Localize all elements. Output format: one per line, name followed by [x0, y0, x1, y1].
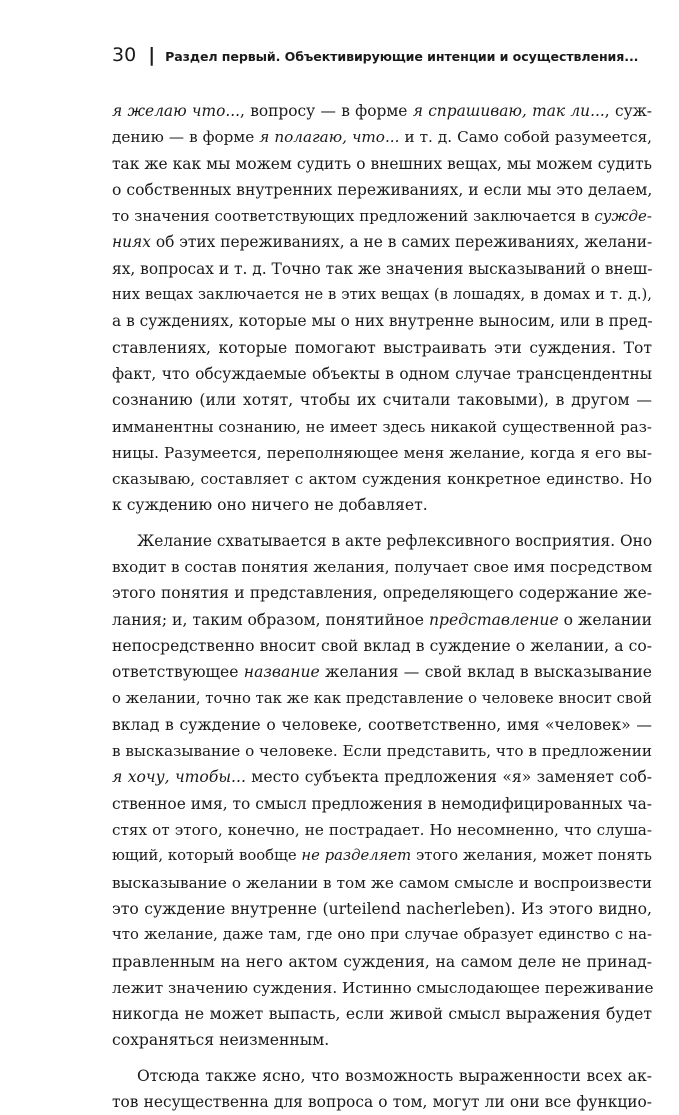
text-line — [112, 949, 652, 975]
text-run: сохраняться неизменным. — [112, 1031, 330, 1050]
text-line — [112, 335, 652, 361]
text-run: тов несущественна для вопроса о том, могут ли они все функцио- — [112, 1092, 652, 1111]
italic-run: я хочу, чтобы... — [112, 768, 246, 787]
text-run: Отсюда также ясно, что возможность выраженности всех ак- — [137, 1066, 652, 1085]
text-line — [112, 791, 652, 817]
text-run: ответствующее — [112, 663, 244, 682]
paragraph — [112, 98, 652, 519]
italic-run: сужде- — [594, 207, 652, 226]
text-line — [112, 440, 652, 466]
text-line — [112, 151, 652, 177]
text-line — [112, 633, 652, 659]
text-line — [112, 764, 652, 790]
running-title: Раздел первый. Объективирующие интенции и осуществления... — [165, 49, 639, 64]
text-line — [112, 896, 652, 922]
italic-run: представление — [428, 610, 559, 629]
body-text — [112, 98, 652, 1115]
header-separator: | — [148, 44, 156, 66]
text-run: желания — свой вклад в высказывание — [319, 663, 652, 682]
page-header — [112, 44, 649, 66]
text-line — [112, 975, 652, 1001]
text-line — [112, 1027, 652, 1053]
text-line — [112, 361, 652, 387]
text-run: ставлениях, которые помогают выстраивать эти суждения. Тот — [112, 338, 652, 357]
text-run: а в суждениях, которые мы о них внутренне выносим, или в пред- — [112, 312, 653, 331]
italic-run: название — [243, 663, 320, 682]
text-run: ющий, который вообще — [112, 847, 302, 865]
text-run: о желании, точно так же как представление о человеке вносит свой — [112, 689, 652, 707]
text-run: к суждению оно ничего не добавляет. — [112, 496, 428, 515]
text-run: имманентны сознанию, не имеет здесь никакой существенной раз- — [112, 417, 652, 436]
text-run: этого понятия и представления, определяющего содержание же- — [112, 584, 652, 603]
text-run: высказывание о желании в том же самом смысле и воспроизвести — [112, 873, 652, 892]
text-line — [112, 177, 652, 203]
text-line — [112, 870, 652, 896]
text-line — [112, 282, 652, 308]
italic-run: не разделяет — [301, 847, 412, 865]
text-line — [112, 492, 652, 518]
italic-run: я желаю что... — [112, 102, 241, 120]
text-run: факт, что обсуждаемые объекты в одном случае трансцендентны — [112, 364, 652, 383]
paragraph-gap — [112, 519, 652, 528]
text-run: , вопросу — в форме — [240, 102, 413, 120]
text-line — [112, 843, 652, 869]
text-run: Желание схватывается в акте рефлексивного восприятия. Оно — [137, 531, 653, 550]
text-run: правленным на него актом суждения, на самом деле не принад- — [112, 952, 652, 971]
text-line — [112, 659, 652, 685]
text-run: ях, вопросах и т. д. Точно так же значения высказываний о внеш- — [112, 259, 653, 278]
text-line — [112, 580, 652, 606]
paragraph — [112, 528, 652, 1054]
text-run: лежит значению суждения. Истинно смыслодающее переживание — [112, 978, 654, 997]
text-run: сказываю, составляет с актом суждения конкретное единство. Но — [112, 470, 652, 489]
text-run: что желание, даже там, где оно при случае образует единство с на- — [112, 926, 652, 944]
text-line — [112, 256, 652, 282]
text-run: так же как мы можем судить о внешних вещах, мы можем судить — [112, 154, 652, 173]
text-run: дению — в форме — [112, 128, 260, 147]
text-run: о желании — [558, 610, 652, 629]
text-line — [112, 414, 652, 440]
text-run: ственное имя, то смысл предложения в немодифицированных ча- — [112, 794, 652, 813]
text-run: них вещах заключается не в этих вещах (в лошадях, в домах и т. д.), — [112, 286, 652, 304]
text-line — [112, 686, 652, 712]
page-number: 30 — [112, 44, 137, 66]
italic-run: я спрашиваю, так ли... — [412, 102, 605, 120]
text-run: , суж- — [604, 102, 652, 120]
text-run: место субъекта предложения «я» заменяет соб- — [245, 768, 652, 787]
text-run: об этих переживаниях, а не в самих переживаниях, желани- — [150, 233, 653, 252]
text-line — [112, 1089, 652, 1115]
text-line — [112, 528, 652, 554]
text-run: сознанию (или хотят, чтобы их считали таковыми), в другом — — [112, 391, 652, 410]
text-run: входит в состав понятия желания, получает свое имя посредством — [112, 558, 653, 577]
text-line — [112, 607, 652, 633]
text-run: стях от этого, конечно, не пострадает. Но несомненно, что слуша- — [112, 821, 652, 840]
text-run: вклад в суждение о человеке, соответственно, имя «человек» — — [112, 715, 652, 734]
text-run: этого желания, может понять — [411, 847, 652, 865]
text-run: то значения соответствующих предложений заключается в — [112, 207, 595, 226]
text-run: о собственных внутренних переживаниях, и если мы это делаем, — [112, 180, 653, 199]
text-line — [112, 712, 652, 738]
text-line — [112, 124, 652, 150]
text-line — [112, 738, 652, 764]
text-line — [112, 466, 652, 492]
text-line — [112, 922, 652, 948]
text-line — [112, 1001, 652, 1027]
text-line — [112, 308, 652, 334]
paragraph — [112, 1063, 652, 1115]
italic-run: я полагаю, что... — [259, 128, 400, 147]
text-run: непосредственно вносит свой вклад в суждение о желании, а со- — [112, 636, 652, 655]
text-run: это суждение внутренне (urteilend nacherleben). Из этого видно, — [112, 899, 652, 918]
paragraph-gap — [112, 1054, 652, 1063]
text-run: лания; и, таким образом, понятийное — [112, 610, 429, 629]
text-run: никогда не может выпасть, если живой смысл выражения будет — [112, 1005, 652, 1024]
text-line — [112, 1063, 652, 1089]
italic-run: ниях — [112, 233, 151, 252]
text-line — [112, 229, 652, 255]
text-run: в высказывание о человеке. Если представить, что в предложении — [112, 742, 653, 761]
text-line — [112, 387, 652, 413]
text-run: ницы. Разумеется, переполняющее меня желание, когда я его вы- — [112, 443, 652, 462]
text-line — [112, 554, 652, 580]
text-line — [112, 98, 652, 124]
text-line — [112, 817, 652, 843]
text-line — [112, 203, 652, 229]
text-run: и т. д. Само собой разумеется, — [399, 128, 652, 147]
